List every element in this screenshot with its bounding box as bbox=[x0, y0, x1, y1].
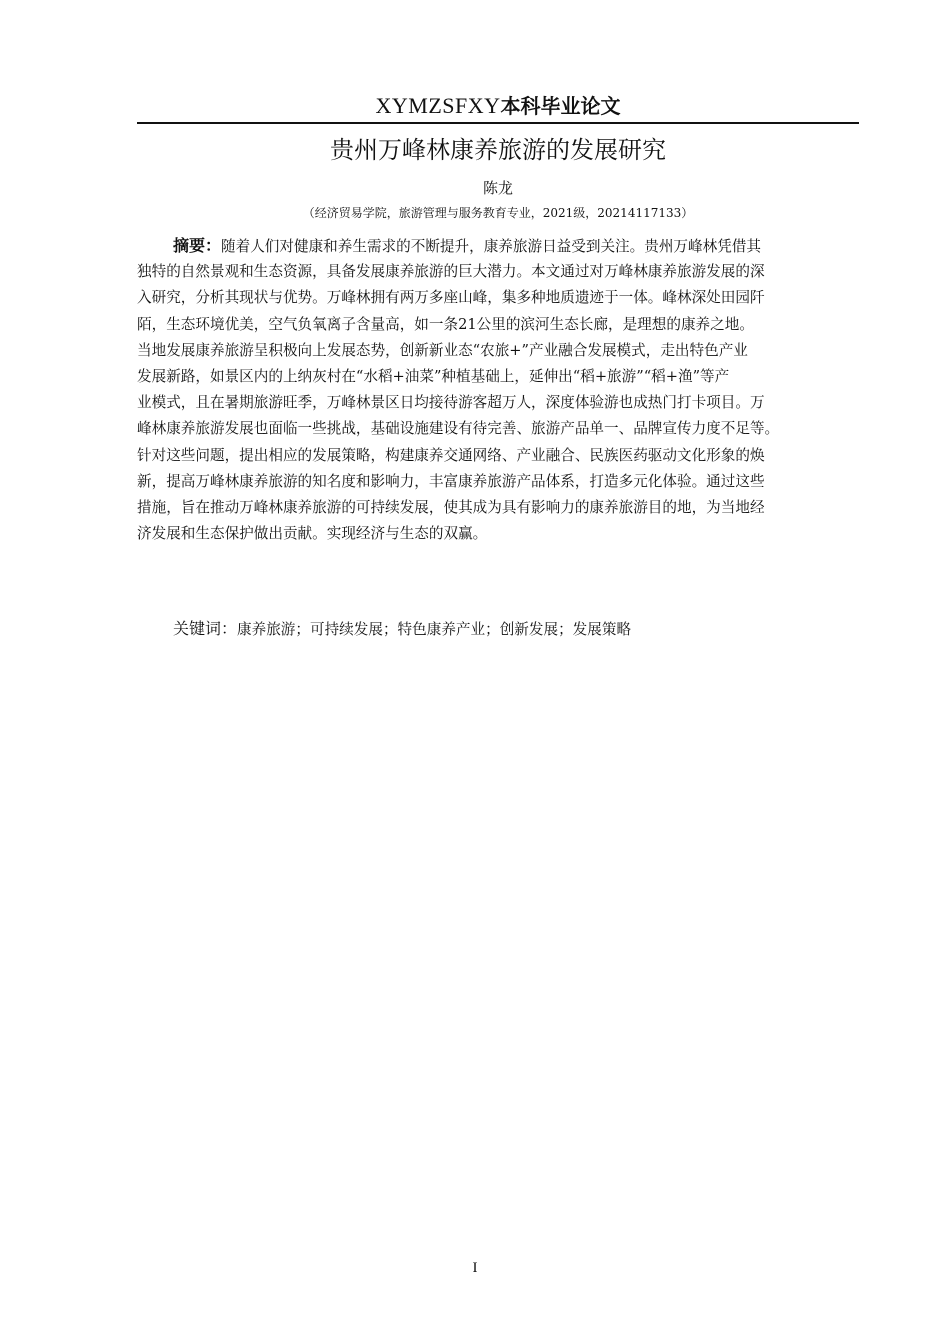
abstract-line: 措施，旨在推动万峰林康养旅游的可持续发展，使其成为具有影响力的康养旅游目的地，为当地经 bbox=[137, 498, 765, 516]
thesis-type-label: 本科毕业论文 bbox=[500, 94, 621, 118]
abstract-line: 独特的自然景观和生态资源，具备发展康养旅游的巨大潜力。本文通过对万峰林康养旅游发展的深 bbox=[137, 263, 765, 281]
keywords-text: 康养旅游；可持续发展；特色康养产业；创新发展；发展策略 bbox=[237, 621, 632, 638]
abstract-line: 针对这些问题，提出相应的发展策略，构建康养交通网络、产业融合、民族医药驱动文化形象的焕 bbox=[137, 446, 765, 464]
keywords-label: 关键词： bbox=[173, 619, 238, 638]
abstract-text: 随着人们对健康和养生需求的不断提升，康养旅游日益受到关注。贵州万峰林凭借其 bbox=[221, 238, 761, 255]
abstract-line: 陌，生态环境优美，空气负氧离子含量高，如一条21公里的滨河生态长廊，是理想的康养之地。 bbox=[137, 315, 754, 333]
author-affiliation: （经济贸易学院，旅游管理与服务教育专业，2021级，20214117133） bbox=[302, 206, 694, 220]
abstract-line: 业模式，且在暑期旅游旺季，万峰林景区日均接待游客超万人，深度体验游也成热门打卡项目。万 bbox=[137, 394, 765, 412]
abstract-line: 当地发展康养旅游呈积极向上发展态势，创新新业态“农旅+”产业融合发展模式，走出特色产业 bbox=[137, 341, 748, 359]
abstract-line: 峰林康养旅游发展也面临一些挑战，基础设施建设有待完善、旅游产品单一、品牌宣传力度不足等。 bbox=[137, 420, 780, 438]
abstract-line: 发展新路，如景区内的上纳灰村在“水稻+油菜”种植基础上，延伸出“稻+旅游”“稻+渔”等产 bbox=[137, 367, 730, 385]
keywords-section bbox=[173, 616, 631, 643]
abstract-line bbox=[137, 233, 859, 259]
abstract-section bbox=[137, 233, 859, 547]
abstract-line: 新，提高万峰林康养旅游的知名度和影响力，丰富康养旅游产品体系，打造多元化体验。通过这些 bbox=[137, 472, 765, 490]
abstract-line: 济发展和生态保护做出贡献。实现经济与生态的双赢。 bbox=[137, 525, 488, 543]
abstract-line: 入研究，分析其现状与优势。万峰林拥有两万多座山峰，集多种地质遗迹于一体。峰林深处田园阡 bbox=[137, 289, 765, 307]
author-name: 陈龙 bbox=[482, 179, 513, 197]
header-rule bbox=[137, 122, 859, 124]
school-code: XYMZSFXY bbox=[375, 93, 501, 118]
page-number: I bbox=[472, 1260, 478, 1276]
running-header bbox=[137, 92, 859, 121]
abstract-label: 摘要： bbox=[173, 236, 222, 255]
paper-title: 贵州万峰林康养旅游的发展研究 bbox=[330, 136, 666, 164]
